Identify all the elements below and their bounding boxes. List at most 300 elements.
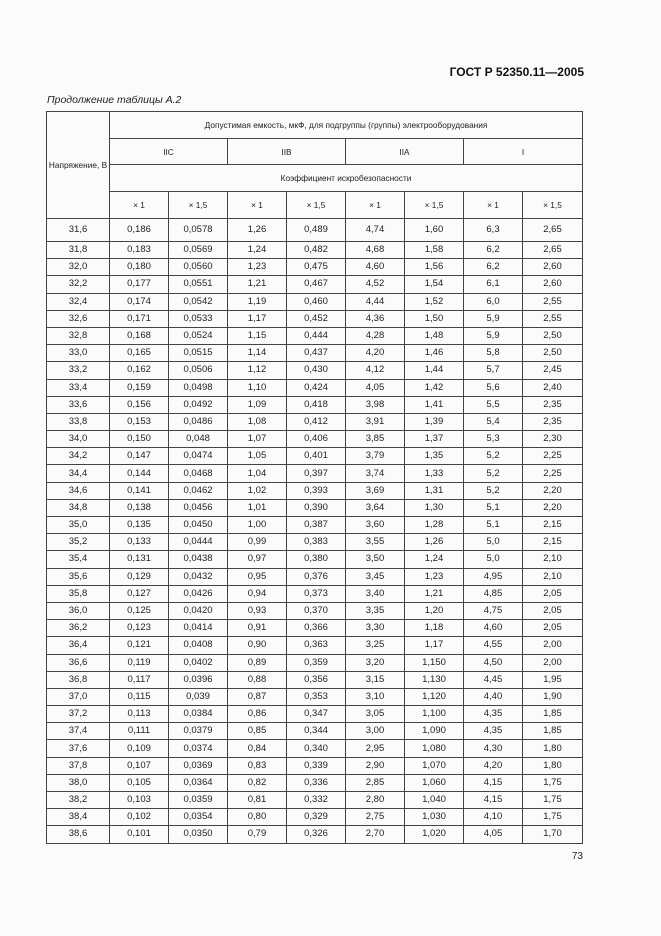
- table-row: [47, 499, 583, 516]
- table-continuation-caption: Продолжение таблицы А.2: [47, 94, 182, 106]
- capacitance-cell: 1,150: [405, 654, 464, 671]
- capacitance-cell: 0,89: [228, 654, 287, 671]
- capacitance-cell: 3,05: [346, 706, 405, 723]
- capacitance-cell: 1,24: [228, 242, 287, 259]
- capacitance-cell: 0,86: [228, 706, 287, 723]
- voltage-cell: 31,6: [47, 219, 110, 242]
- capacitance-cell: 1,09: [228, 396, 287, 413]
- capacitance-cell: 0,94: [228, 585, 287, 602]
- capacitance-cell: 2,50: [523, 345, 583, 362]
- capacitance-cell: 2,05: [523, 602, 583, 619]
- capacitance-cell: 0,87: [228, 688, 287, 705]
- capacitance-cell: 3,69: [346, 482, 405, 499]
- capacitance-cell: 2,00: [523, 637, 583, 654]
- capacitance-cell: 3,55: [346, 534, 405, 551]
- capacitance-cell: 1,39: [405, 413, 464, 430]
- voltage-cell: 36,4: [47, 637, 110, 654]
- table-row: [47, 792, 583, 809]
- capacitance-cell: 0,162: [110, 362, 169, 379]
- capacitance-cell: 2,50: [523, 327, 583, 344]
- capacitance-cell: 3,74: [346, 465, 405, 482]
- table-row: [47, 809, 583, 826]
- capacitance-cell: 5,9: [464, 327, 523, 344]
- capacitance-cell: 0,0408: [169, 637, 228, 654]
- capacitance-cell: 2,20: [523, 499, 583, 516]
- capacitance-cell: 0,387: [287, 517, 346, 534]
- capacitance-cell: 0,0486: [169, 413, 228, 430]
- capacitance-cell: 0,406: [287, 431, 346, 448]
- capacitance-cell: 5,3: [464, 431, 523, 448]
- capacitance-cell: 0,430: [287, 362, 346, 379]
- voltage-cell: 34,8: [47, 499, 110, 516]
- capacitance-cell: 0,380: [287, 551, 346, 568]
- voltage-cell: 38,6: [47, 826, 110, 843]
- table-row: [47, 448, 583, 465]
- capacitance-cell: 0,376: [287, 568, 346, 585]
- capacitance-cell: 1,75: [523, 774, 583, 791]
- voltage-cell: 35,6: [47, 568, 110, 585]
- capacitance-cell: 1,17: [228, 310, 287, 327]
- capacitance-cell: 0,444: [287, 327, 346, 344]
- capacitance-cell: 4,15: [464, 792, 523, 809]
- capacitance-cell: 1,12: [228, 362, 287, 379]
- table-row: [47, 276, 583, 293]
- capacitance-cell: 3,79: [346, 448, 405, 465]
- capacitance-cell: 1,23: [405, 568, 464, 585]
- table-row: [47, 723, 583, 740]
- table-row: [47, 757, 583, 774]
- factor-header: × 1: [228, 192, 287, 219]
- capacitance-cell: 1,26: [228, 219, 287, 242]
- table-row: [47, 327, 583, 344]
- capacitance-cell: 4,05: [464, 826, 523, 843]
- table-row: [47, 706, 583, 723]
- table-row: [47, 654, 583, 671]
- table-row: [47, 602, 583, 619]
- capacitance-cell: 2,25: [523, 465, 583, 482]
- capacitance-cell: 2,60: [523, 276, 583, 293]
- capacitance-cell: 0,452: [287, 310, 346, 327]
- capacitance-cell: 0,107: [110, 757, 169, 774]
- voltage-cell: 33,0: [47, 345, 110, 362]
- capacitance-cell: 0,144: [110, 465, 169, 482]
- capacitance-cell: 1,120: [405, 688, 464, 705]
- capacitance-cell: 4,85: [464, 585, 523, 602]
- capacitance-cell: 0,0359: [169, 792, 228, 809]
- capacitance-cell: 4,12: [346, 362, 405, 379]
- capacitance-cell: 5,7: [464, 362, 523, 379]
- capacitance-cell: 0,109: [110, 740, 169, 757]
- capacitance-cell: 2,15: [523, 534, 583, 551]
- table-row: [47, 740, 583, 757]
- capacitance-cell: 4,30: [464, 740, 523, 757]
- capacitance-cell: 3,91: [346, 413, 405, 430]
- capacitance-cell: 1,02: [228, 482, 287, 499]
- standard-number: ГОСТ Р 52350.11—2005: [449, 65, 584, 79]
- capacitance-cell: 0,153: [110, 413, 169, 430]
- capacitance-cell: 1,080: [405, 740, 464, 757]
- capacitance-cell: 2,40: [523, 379, 583, 396]
- capacitance-cell: 1,090: [405, 723, 464, 740]
- table-row: [47, 637, 583, 654]
- capacitance-cell: 1,46: [405, 345, 464, 362]
- voltage-cell: 36,6: [47, 654, 110, 671]
- page-number: 73: [571, 851, 583, 862]
- voltage-cell: 32,4: [47, 293, 110, 310]
- capacitance-cell: 1,18: [405, 620, 464, 637]
- capacitance-cell: 2,30: [523, 431, 583, 448]
- capacitance-cell: 1,10: [228, 379, 287, 396]
- capacitance-cell: 0,0414: [169, 620, 228, 637]
- capacitance-cell: 0,366: [287, 620, 346, 637]
- capacitance-cell: 1,05: [228, 448, 287, 465]
- capacitance-cell: 1,42: [405, 379, 464, 396]
- capacitance-cell: 0,0498: [169, 379, 228, 396]
- voltage-cell: 32,8: [47, 327, 110, 344]
- capacitance-cell: 0,117: [110, 671, 169, 688]
- capacitance-cell: 5,8: [464, 345, 523, 362]
- capacitance-cell: 0,135: [110, 517, 169, 534]
- capacitance-cell: 5,5: [464, 396, 523, 413]
- capacitance-cell: 0,370: [287, 602, 346, 619]
- capacitance-cell: 3,10: [346, 688, 405, 705]
- capacitance-cell: 0,418: [287, 396, 346, 413]
- capacitance-cell: 1,54: [405, 276, 464, 293]
- voltage-cell: 35,4: [47, 551, 110, 568]
- capacitance-cell: 1,030: [405, 809, 464, 826]
- capacitance-cell: 0,150: [110, 431, 169, 448]
- capacitance-cell: 1,23: [228, 259, 287, 276]
- capacitance-cell: 2,95: [346, 740, 405, 757]
- capacitance-cell: 0,326: [287, 826, 346, 843]
- voltage-cell: 38,2: [47, 792, 110, 809]
- capacitance-cell: 5,6: [464, 379, 523, 396]
- capacitance-cell: 2,70: [346, 826, 405, 843]
- capacitance-cell: 4,10: [464, 809, 523, 826]
- capacitance-cell: 0,177: [110, 276, 169, 293]
- capacitance-cell: 0,0515: [169, 345, 228, 362]
- voltage-cell: 35,0: [47, 517, 110, 534]
- table-row: [47, 310, 583, 327]
- capacitance-cell: 0,0402: [169, 654, 228, 671]
- table-row: [47, 826, 583, 843]
- capacitance-cell: 0,0492: [169, 396, 228, 413]
- table-row: [47, 362, 583, 379]
- capacitance-cell: 0,125: [110, 602, 169, 619]
- factor-header: × 1,5: [287, 192, 346, 219]
- capacitance-cell: 1,44: [405, 362, 464, 379]
- capacitance-cell: 0,159: [110, 379, 169, 396]
- voltage-cell: 34,6: [47, 482, 110, 499]
- capacitance-cell: 0,97: [228, 551, 287, 568]
- table-row: [47, 568, 583, 585]
- capacitance-cell: 1,35: [405, 448, 464, 465]
- capacitance-cell: 0,0379: [169, 723, 228, 740]
- table-row: [47, 688, 583, 705]
- capacitance-cell: 1,48: [405, 327, 464, 344]
- capacitance-cell: 1,52: [405, 293, 464, 310]
- capacitance-cell: 1,19: [228, 293, 287, 310]
- voltage-cell: 31,8: [47, 242, 110, 259]
- group-header: IIB: [228, 139, 346, 165]
- capacitance-cell: 1,130: [405, 671, 464, 688]
- capacitance-cell: 0,103: [110, 792, 169, 809]
- capacitance-cell: 0,174: [110, 293, 169, 310]
- capacitance-cell: 1,24: [405, 551, 464, 568]
- capacitance-cell: 1,80: [523, 740, 583, 757]
- capacitance-cell: 0,95: [228, 568, 287, 585]
- capacitance-cell: 0,489: [287, 219, 346, 242]
- capacitance-cell: 0,0524: [169, 327, 228, 344]
- capacitance-cell: 1,100: [405, 706, 464, 723]
- capacitance-cell: 0,121: [110, 637, 169, 654]
- capacitance-cell: 0,383: [287, 534, 346, 551]
- capacitance-cell: 4,52: [346, 276, 405, 293]
- capacitance-cell: 2,75: [346, 809, 405, 826]
- capacitance-cell: 1,060: [405, 774, 464, 791]
- table-row: [47, 345, 583, 362]
- group-header: IIA: [346, 139, 464, 165]
- table-row: [47, 379, 583, 396]
- capacitance-cell: 0,0396: [169, 671, 228, 688]
- capacitance-cell: 1,26: [405, 534, 464, 551]
- capacitance-cell: 0,0354: [169, 809, 228, 826]
- capacitance-cell: 0,83: [228, 757, 287, 774]
- capacitance-cell: 2,60: [523, 259, 583, 276]
- capacitance-cell: 0,482: [287, 242, 346, 259]
- capacitance-cell: 0,336: [287, 774, 346, 791]
- capacitance-cell: 0,102: [110, 809, 169, 826]
- capacitance-cell: 0,129: [110, 568, 169, 585]
- capacitance-cell: 0,356: [287, 671, 346, 688]
- capacitance-cell: 1,33: [405, 465, 464, 482]
- voltage-cell: 38,4: [47, 809, 110, 826]
- capacitance-cell: 1,15: [228, 327, 287, 344]
- capacitance-cell: 0,0432: [169, 568, 228, 585]
- capacitance-cell: 0,437: [287, 345, 346, 362]
- capacitance-cell: 0,390: [287, 499, 346, 516]
- capacitance-cell: 0,0384: [169, 706, 228, 723]
- capacitance-cell: 0,84: [228, 740, 287, 757]
- table-row: [47, 482, 583, 499]
- capacitance-cell: 1,020: [405, 826, 464, 843]
- capacitance-cell: 5,9: [464, 310, 523, 327]
- table-row: [47, 293, 583, 310]
- capacitance-cell: 2,35: [523, 396, 583, 413]
- table-row: [47, 396, 583, 413]
- capacitance-cell: 4,05: [346, 379, 405, 396]
- capacitance-cell: 0,329: [287, 809, 346, 826]
- table-row: [47, 517, 583, 534]
- group-header: I: [464, 139, 583, 165]
- capacitance-cell: 0,111: [110, 723, 169, 740]
- voltage-cell: 33,8: [47, 413, 110, 430]
- capacitance-cell: 1,75: [523, 792, 583, 809]
- capacitance-cell: 4,35: [464, 723, 523, 740]
- capacitance-cell: 0,0506: [169, 362, 228, 379]
- capacitance-cell: 4,36: [346, 310, 405, 327]
- capacitance-cell: 0,0533: [169, 310, 228, 327]
- voltage-cell: 33,4: [47, 379, 110, 396]
- capacitance-cell: 0,0426: [169, 585, 228, 602]
- capacitance-cell: 4,74: [346, 219, 405, 242]
- capacitance-cell: 0,0420: [169, 602, 228, 619]
- voltage-cell: 34,4: [47, 465, 110, 482]
- voltage-cell: 37,8: [47, 757, 110, 774]
- capacitance-cell: 4,75: [464, 602, 523, 619]
- capacitance-cell: 1,08: [228, 413, 287, 430]
- voltage-cell: 37,0: [47, 688, 110, 705]
- capacitance-cell: 2,10: [523, 568, 583, 585]
- table-row: [47, 551, 583, 568]
- capacitance-cell: 0,168: [110, 327, 169, 344]
- capacitance-cell: 4,20: [464, 757, 523, 774]
- capacitance-cell: 0,0560: [169, 259, 228, 276]
- capacitance-cell: 3,40: [346, 585, 405, 602]
- capacitance-cell: 1,17: [405, 637, 464, 654]
- capacitance-cell: 0,81: [228, 792, 287, 809]
- group-header: IIC: [110, 139, 228, 165]
- capacitance-cell: 0,133: [110, 534, 169, 551]
- capacitance-cell: 5,2: [464, 448, 523, 465]
- capacitance-cell: 0,344: [287, 723, 346, 740]
- factor-header: × 1: [110, 192, 169, 219]
- capacitance-cell: 0,0551: [169, 276, 228, 293]
- capacitance-cell: 2,55: [523, 310, 583, 327]
- capacitance-cell: 4,68: [346, 242, 405, 259]
- capacitance-cell: 3,00: [346, 723, 405, 740]
- voltage-cell: 37,6: [47, 740, 110, 757]
- capacitance-cell: 1,070: [405, 757, 464, 774]
- capacitance-cell: 1,37: [405, 431, 464, 448]
- table-row: [47, 413, 583, 430]
- capacitance-cell: 1,01: [228, 499, 287, 516]
- capacitance-cell: 2,05: [523, 585, 583, 602]
- voltage-cell: 37,2: [47, 706, 110, 723]
- table-row: [47, 585, 583, 602]
- capacitance-header: Допустимая емкость, мкФ, для подгруппы (группы) электрооборудования: [110, 112, 583, 139]
- capacitance-cell: 3,64: [346, 499, 405, 516]
- capacitance-cell: 0,82: [228, 774, 287, 791]
- capacitance-cell: 0,138: [110, 499, 169, 516]
- capacitance-cell: 5,0: [464, 534, 523, 551]
- capacitance-cell: 4,20: [346, 345, 405, 362]
- capacitance-cell: 0,339: [287, 757, 346, 774]
- capacitance-cell: 4,44: [346, 293, 405, 310]
- capacitance-cell: 1,30: [405, 499, 464, 516]
- capacitance-cell: 5,1: [464, 517, 523, 534]
- capacitance-cell: 4,60: [464, 620, 523, 637]
- capacitance-cell: 2,45: [523, 362, 583, 379]
- capacitance-cell: 0,119: [110, 654, 169, 671]
- capacitance-cell: 0,359: [287, 654, 346, 671]
- capacitance-cell: 6,3: [464, 219, 523, 242]
- capacitance-cell: 1,14: [228, 345, 287, 362]
- capacitance-cell: 4,50: [464, 654, 523, 671]
- factor-header: × 1,5: [523, 192, 583, 219]
- capacitance-cell: 2,20: [523, 482, 583, 499]
- table-row: [47, 620, 583, 637]
- capacitance-cell: 2,15: [523, 517, 583, 534]
- capacitance-cell: 1,040: [405, 792, 464, 809]
- capacitance-cell: 6,2: [464, 242, 523, 259]
- capacitance-cell: 0,0438: [169, 551, 228, 568]
- capacitance-cell: 4,35: [464, 706, 523, 723]
- table-row: [47, 259, 583, 276]
- capacitance-cell: 1,90: [523, 688, 583, 705]
- voltage-cell: 36,0: [47, 602, 110, 619]
- capacitance-cell: 0,171: [110, 310, 169, 327]
- capacitance-cell: 0,373: [287, 585, 346, 602]
- capacitance-cell: 0,165: [110, 345, 169, 362]
- capacitance-cell: 2,55: [523, 293, 583, 310]
- capacitance-cell: 0,91: [228, 620, 287, 637]
- capacitance-cell: 5,2: [464, 482, 523, 499]
- table-row: [47, 465, 583, 482]
- voltage-cell: 33,2: [47, 362, 110, 379]
- capacitance-cell: 0,141: [110, 482, 169, 499]
- voltage-cell: 35,8: [47, 585, 110, 602]
- capacitance-cell: 6,1: [464, 276, 523, 293]
- capacitance-cell: 1,75: [523, 809, 583, 826]
- capacitance-cell: 1,80: [523, 757, 583, 774]
- capacitance-cell: 0,123: [110, 620, 169, 637]
- capacitance-cell: 3,25: [346, 637, 405, 654]
- voltage-cell: 36,8: [47, 671, 110, 688]
- capacitance-cell: 1,21: [405, 585, 464, 602]
- capacitance-table: [46, 111, 583, 844]
- capacitance-cell: 2,00: [523, 654, 583, 671]
- capacitance-cell: 1,21: [228, 276, 287, 293]
- capacitance-cell: 0,353: [287, 688, 346, 705]
- capacitance-cell: 0,0456: [169, 499, 228, 516]
- capacitance-cell: 3,20: [346, 654, 405, 671]
- voltage-cell: 34,2: [47, 448, 110, 465]
- voltage-cell: 33,6: [47, 396, 110, 413]
- capacitance-cell: 0,475: [287, 259, 346, 276]
- capacitance-cell: 0,401: [287, 448, 346, 465]
- capacitance-cell: 4,60: [346, 259, 405, 276]
- capacitance-cell: 1,85: [523, 706, 583, 723]
- capacitance-cell: 5,2: [464, 465, 523, 482]
- factor-header: × 1,5: [405, 192, 464, 219]
- capacitance-cell: 0,99: [228, 534, 287, 551]
- capacitance-cell: 4,95: [464, 568, 523, 585]
- voltage-cell: 32,0: [47, 259, 110, 276]
- capacitance-cell: 0,0444: [169, 534, 228, 551]
- capacitance-cell: 6,0: [464, 293, 523, 310]
- table-row: [47, 242, 583, 259]
- capacitance-cell: 2,65: [523, 219, 583, 242]
- voltage-cell: 37,4: [47, 723, 110, 740]
- capacitance-cell: 4,55: [464, 637, 523, 654]
- capacitance-cell: 1,00: [228, 517, 287, 534]
- voltage-cell: 32,2: [47, 276, 110, 293]
- capacitance-cell: 1,28: [405, 517, 464, 534]
- capacitance-cell: 0,105: [110, 774, 169, 791]
- capacitance-cell: 1,85: [523, 723, 583, 740]
- capacitance-cell: 2,85: [346, 774, 405, 791]
- capacitance-cell: 1,07: [228, 431, 287, 448]
- capacitance-cell: 1,56: [405, 259, 464, 276]
- capacitance-cell: 0,0542: [169, 293, 228, 310]
- capacitance-cell: 3,60: [346, 517, 405, 534]
- capacitance-cell: 0,88: [228, 671, 287, 688]
- capacitance-cell: 0,0450: [169, 517, 228, 534]
- capacitance-cell: 0,039: [169, 688, 228, 705]
- capacitance-cell: 1,95: [523, 671, 583, 688]
- capacitance-cell: 0,156: [110, 396, 169, 413]
